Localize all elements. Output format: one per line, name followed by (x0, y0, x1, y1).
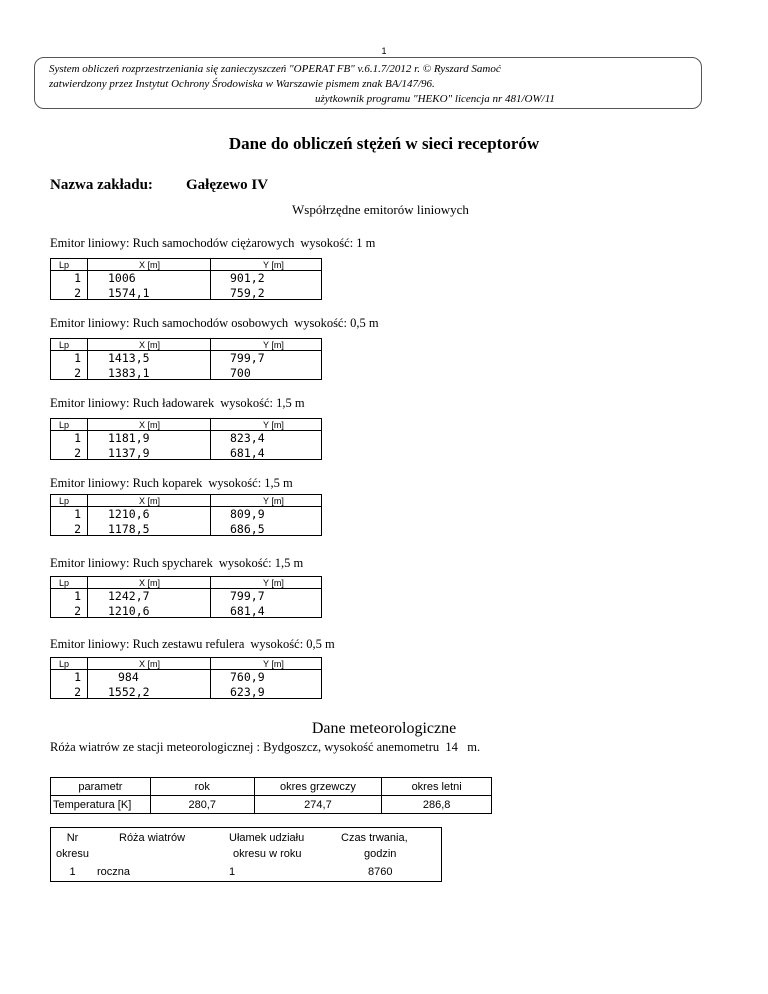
cell-lp: 1 (74, 351, 81, 365)
col-lp: Lp (59, 420, 70, 430)
emitter-name: Emitor liniowy: Ruch zestawu refulera (50, 637, 245, 651)
emitter-caption (50, 396, 305, 411)
col-lp: Lp (59, 659, 70, 669)
cell-x: 1574,1 (108, 286, 150, 300)
program-header-box (34, 57, 702, 109)
cell-y: 799,7 (230, 351, 265, 365)
cell-x: 1210,6 (108, 507, 150, 521)
cell-lp: 2 (74, 446, 81, 460)
cell-lp: 1 (74, 670, 81, 684)
col-x: X [m] (139, 420, 161, 430)
col-y: Y [m] (263, 496, 284, 506)
col-y: Y [m] (263, 340, 284, 350)
cell-x: 1006 (108, 271, 136, 285)
plant-name: Gałęzewo IV (186, 177, 269, 193)
col-y: Y [m] (263, 578, 284, 588)
cell-share: 1 (229, 866, 236, 878)
coord-table (50, 657, 322, 699)
plant-label: Nazwa zakładu: (50, 177, 153, 193)
meteo-params-table (50, 777, 492, 814)
cell-x: 1181,9 (108, 431, 150, 445)
header-line-2: zatwierdzony przez Instytut Ochrony Środowiska w Warszawie pismem znak BA/147/96. (49, 78, 435, 90)
meteo-subtitle: Róża wiatrów ze stacji meteorologicznej : Bydgoszcz, wysokość anemometru 14 m. (50, 740, 481, 754)
col-y: Y [m] (263, 260, 284, 270)
cell-y: 799,7 (230, 589, 265, 603)
table-cell: Temperatura [K] (51, 796, 151, 814)
emitter-caption (50, 556, 303, 571)
header-nr-1: Nr (66, 832, 79, 844)
col-x: X [m] (139, 340, 161, 350)
emitter-caption (50, 316, 379, 331)
coord-table (50, 258, 322, 300)
cell-lp: 1 (74, 271, 81, 285)
col-lp: Lp (59, 496, 70, 506)
cell-x: 1242,7 (108, 589, 150, 603)
header-duration-2: godzin (364, 848, 397, 860)
cell-x: 1552,2 (108, 685, 150, 699)
header-nr-2: okresu (55, 848, 90, 860)
cell-y: 823,4 (230, 431, 265, 445)
emitter-name: Emitor liniowy: Ruch koparek (50, 476, 203, 490)
cell-y: 901,2 (230, 271, 265, 285)
page-title: Dane do obliczeń stężeń w sieci receptorów (228, 134, 540, 153)
col-lp: Lp (59, 578, 70, 588)
page-number: 1 (381, 46, 387, 56)
coord-table (50, 338, 322, 380)
header-line-1: System obliczeń rozprzestrzeniania się zanieczyszczeń "OPERAT FB" v.6.1.7/2012 r. © Ryszard Samoć (49, 63, 501, 75)
col-x: X [m] (139, 659, 161, 669)
header-duration-1: Czas trwania, (341, 832, 408, 844)
col-lp: Lp (59, 340, 70, 350)
emitter-height: wysokość: 1,5 m (218, 556, 304, 570)
cell-x: 1383,1 (108, 366, 150, 380)
wind-rose-table (50, 827, 442, 882)
cell-y: 759,2 (230, 286, 265, 300)
col-x: X [m] (139, 578, 161, 588)
cell-lp: 2 (74, 286, 81, 300)
col-x: X [m] (139, 496, 161, 506)
cell-duration: 8760 (368, 866, 393, 878)
cell-y: 700 (230, 366, 251, 380)
emitter-height: wysokość: 1,5 m (220, 396, 305, 410)
emitter-caption (50, 637, 335, 652)
table-row (51, 796, 492, 814)
header-wind-rose: Róża wiatrów (119, 832, 186, 844)
table-cell: 280,7 (150, 796, 254, 814)
col-lp: Lp (59, 260, 70, 270)
coord-table (50, 494, 322, 536)
cell-y: 809,9 (230, 507, 265, 521)
emitter-caption (50, 476, 293, 491)
header-cell: okres grzewczy (254, 778, 382, 796)
emitter-name: Emitor liniowy: Ruch samochodów ciężarowych (50, 236, 295, 250)
header-line-3: użytkownik programu "HEKO" licencja nr 481/OW/11 (315, 93, 555, 105)
coord-table (50, 576, 322, 618)
col-y: Y [m] (263, 659, 284, 669)
coord-table (50, 418, 322, 460)
cell-y: 681,4 (230, 604, 265, 618)
emitter-name: Emitor liniowy: Ruch spycharek (50, 556, 213, 570)
cell-lp: 1 (74, 431, 81, 445)
cell-nr: 1 (69, 866, 76, 878)
cell-lp: 2 (74, 685, 81, 699)
table-cell: 286,8 (382, 796, 492, 814)
header-cell: parametr (51, 778, 151, 796)
cell-x: 1178,5 (108, 522, 150, 536)
cell-lp: 1 (74, 507, 81, 521)
cell-wind-rose: roczna (97, 866, 131, 878)
emitter-height: wysokość: 0,5 m (250, 637, 335, 651)
cell-x: 1137,9 (108, 446, 150, 460)
cell-lp: 2 (74, 604, 81, 618)
col-x: X [m] (139, 260, 161, 270)
cell-lp: 2 (74, 522, 81, 536)
meteo-heading: Dane meteorologiczne (311, 720, 457, 737)
emitter-name: Emitor liniowy: Ruch samochodów osobowych (50, 316, 289, 330)
cell-x: 1413,5 (108, 351, 150, 365)
col-y: Y [m] (263, 420, 284, 430)
table-cell: 274,7 (254, 796, 382, 814)
emitter-height: wysokość: 1 m (300, 236, 376, 250)
cell-y: 760,9 (230, 670, 265, 684)
cell-y: 686,5 (230, 522, 265, 536)
cell-lp: 2 (74, 366, 81, 380)
cell-y: 623,9 (230, 685, 265, 699)
header-cell: rok (150, 778, 254, 796)
header-cell: okres letni (382, 778, 492, 796)
table-header-row (51, 778, 492, 796)
cell-x: 1210,6 (108, 604, 150, 618)
cell-lp: 1 (74, 589, 81, 603)
cell-x: 984 (118, 670, 139, 684)
emitter-height: wysokość: 1,5 m (208, 476, 293, 490)
header-share-2: okresu w roku (233, 848, 302, 860)
cell-y: 681,4 (230, 446, 265, 460)
emitter-caption (50, 236, 375, 251)
header-share-1: Ułamek udziału (229, 832, 305, 844)
emitter-height: wysokość: 0,5 m (294, 316, 379, 330)
emitters-heading: Współrzędne emitorów liniowych (292, 202, 469, 217)
emitter-name: Emitor liniowy: Ruch ładowarek (50, 396, 215, 410)
